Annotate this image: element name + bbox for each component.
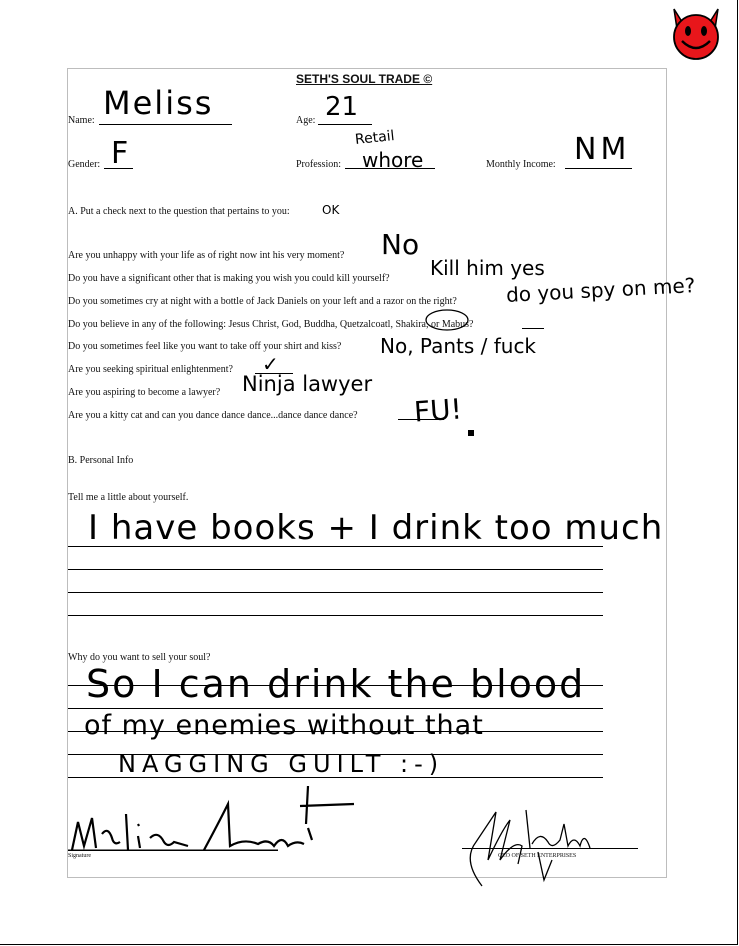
age-label: Age: bbox=[296, 115, 316, 126]
answer-5[interactable]: No, Pants / fuck bbox=[380, 334, 537, 358]
about-rule-2 bbox=[68, 569, 603, 570]
devil-smiley-icon bbox=[668, 5, 724, 63]
about-rule-4 bbox=[68, 615, 603, 616]
answer-6[interactable]: ✓ bbox=[262, 352, 279, 376]
signature-left-scribble bbox=[68, 784, 358, 876]
name-underline bbox=[99, 124, 232, 125]
question-6: Are you seeking spiritual enlightenment? bbox=[68, 364, 233, 375]
answer-2[interactable]: Kill him yes bbox=[430, 256, 545, 280]
question-2: Do you have a significant other that is making you wish you could kill yourself? bbox=[68, 273, 390, 284]
about-rule-3 bbox=[68, 592, 603, 593]
profession-value-bottom[interactable]: whore bbox=[362, 148, 424, 172]
answer-3[interactable]: do you spy on me? bbox=[505, 273, 696, 307]
answer-4-blank bbox=[522, 328, 544, 329]
signature-right-scribble bbox=[452, 790, 592, 890]
why-rule-2 bbox=[68, 708, 603, 709]
ink-dot bbox=[468, 430, 474, 436]
why-prompt: Why do you want to sell your soul? bbox=[68, 652, 211, 663]
form-title: SETH'S SOUL TRADE © bbox=[296, 72, 433, 86]
why-answer-line2[interactable]: of my enemies without that bbox=[84, 710, 484, 741]
question-4: Do you believe in any of the following: Jesus Christ, God, Buddha, Quetzalcoatl, Shakira, or Mabus? bbox=[68, 319, 474, 330]
section-a-heading-answer[interactable]: OK bbox=[322, 203, 340, 217]
section-b-heading: B. Personal Info bbox=[68, 455, 134, 466]
answer-7[interactable]: Ninja lawyer bbox=[242, 372, 373, 396]
age-underline bbox=[318, 124, 372, 125]
section-a-heading: A. Put a check next to the question that pertains to you: bbox=[68, 206, 290, 217]
answer-1[interactable]: No bbox=[381, 228, 420, 261]
signature-right-caption: CEO OF SETH ENTERPRISES bbox=[498, 853, 577, 859]
about-answer[interactable]: I have books + I drink too much bbox=[88, 508, 664, 548]
name-value[interactable]: Meliss bbox=[103, 84, 214, 122]
age-value[interactable]: 21 bbox=[325, 92, 359, 122]
question-8: Are you a kitty cat and can you dance dance dance...dance dance dance? bbox=[68, 410, 358, 421]
income-underline bbox=[565, 168, 632, 169]
signature-right-line bbox=[462, 848, 638, 849]
question-1: Are you unhappy with your life as of right now int his very moment? bbox=[68, 250, 345, 261]
gender-label: Gender: bbox=[68, 159, 101, 170]
income-label: Monthly Income: bbox=[486, 159, 556, 170]
why-answer-line1[interactable]: So I can drink the blood bbox=[86, 662, 586, 706]
shakira-circle-mark bbox=[424, 308, 470, 332]
question-5: Do you sometimes feel like you want to take off your shirt and kiss? bbox=[68, 341, 342, 352]
profession-value-top[interactable]: Retail bbox=[354, 127, 396, 149]
profession-label: Profession: bbox=[296, 159, 341, 170]
question-3: Do you sometimes cry at night with a bottle of Jack Daniels on your left and a razor on the right? bbox=[68, 296, 457, 307]
why-answer-line3[interactable]: NAGGING GUILT :-) bbox=[118, 750, 445, 778]
answer-8[interactable]: FU! bbox=[412, 392, 463, 429]
about-prompt: Tell me a little about yourself. bbox=[68, 492, 189, 503]
name-label: Name: bbox=[68, 115, 95, 126]
question-7: Are you aspiring to become a lawyer? bbox=[68, 387, 221, 398]
signature-left-line bbox=[68, 850, 278, 851]
income-value[interactable]: NM bbox=[574, 132, 631, 167]
gender-value[interactable]: F bbox=[111, 136, 129, 171]
signature-left-caption: Signature bbox=[68, 853, 91, 859]
